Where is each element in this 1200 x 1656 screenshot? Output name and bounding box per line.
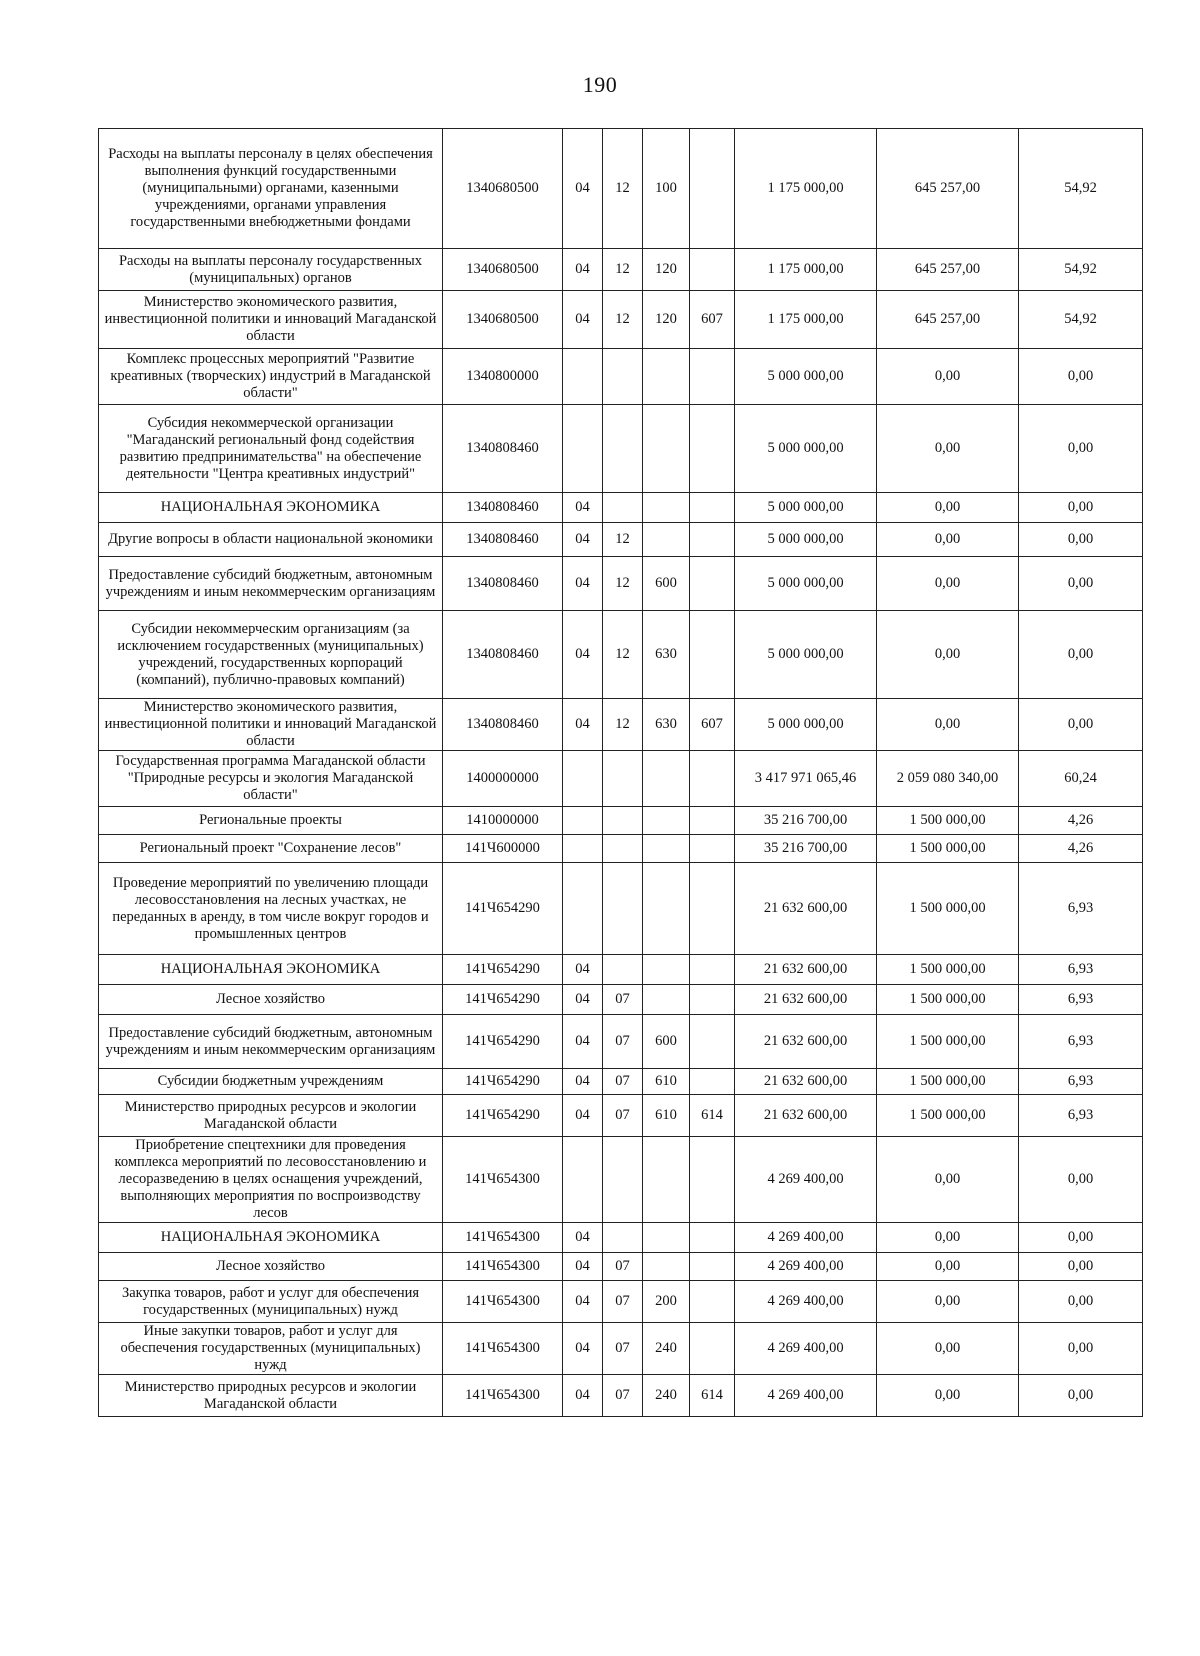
row-name: НАЦИОНАЛЬНАЯ ЭКОНОМИКА (99, 955, 443, 985)
row-name: Закупка товаров, работ и услуг для обеспечения государственных (муниципальных) нужд (99, 1281, 443, 1323)
row-target-code: 1410000000 (443, 807, 563, 835)
row-target-code: 141Ч654300 (443, 1281, 563, 1323)
row-administrator-code (690, 985, 735, 1015)
row-target-code: 141Ч654290 (443, 1015, 563, 1069)
row-subsection: 07 (603, 1323, 643, 1375)
row-plan-amount: 5 000 000,00 (735, 523, 877, 557)
row-percent: 6,93 (1019, 985, 1143, 1015)
table-row (99, 835, 1143, 863)
row-administrator-code (690, 557, 735, 611)
table-row (99, 1375, 1143, 1417)
row-section: 04 (563, 699, 603, 751)
row-percent: 0,00 (1019, 1223, 1143, 1253)
row-fact-amount: 0,00 (877, 699, 1019, 751)
row-expense-type (643, 1223, 690, 1253)
row-fact-amount: 0,00 (877, 493, 1019, 523)
row-expense-type: 120 (643, 249, 690, 291)
row-name: Иные закупки товаров, работ и услуг для обеспечения государственных (муниципальных) нужд (99, 1323, 443, 1375)
row-target-code: 141Ч654300 (443, 1223, 563, 1253)
row-plan-amount: 5 000 000,00 (735, 349, 877, 405)
row-subsection: 07 (603, 1069, 643, 1095)
row-target-code: 1340680500 (443, 129, 563, 249)
row-name: НАЦИОНАЛЬНАЯ ЭКОНОМИКА (99, 1223, 443, 1253)
row-fact-amount: 0,00 (877, 1137, 1019, 1223)
row-name: Расходы на выплаты персоналу в целях обеспечения выполнения функций государственными (муниципальными) органами, казенными учреждениями, органами управления государственными внебюджетными фондами (99, 129, 443, 249)
row-name: Другие вопросы в области национальной экономики (99, 523, 443, 557)
page-number: 190 (582, 72, 618, 97)
row-plan-amount: 4 269 400,00 (735, 1253, 877, 1281)
row-administrator-code: 614 (690, 1375, 735, 1417)
row-fact-amount: 0,00 (877, 1323, 1019, 1375)
row-plan-amount: 35 216 700,00 (735, 807, 877, 835)
row-name: Предоставление субсидий бюджетным, автономным учреждениям и иным некоммерческим организациям (99, 557, 443, 611)
row-subsection: 12 (603, 129, 643, 249)
row-administrator-code (690, 1223, 735, 1253)
row-subsection: 12 (603, 611, 643, 699)
row-name: Региональные проекты (99, 807, 443, 835)
row-subsection (603, 955, 643, 985)
row-section (563, 807, 603, 835)
row-fact-amount: 1 500 000,00 (877, 1015, 1019, 1069)
row-expense-type: 600 (643, 557, 690, 611)
row-subsection (603, 835, 643, 863)
row-percent: 6,93 (1019, 863, 1143, 955)
row-percent: 60,24 (1019, 751, 1143, 807)
row-percent: 6,93 (1019, 1069, 1143, 1095)
row-percent: 0,00 (1019, 1253, 1143, 1281)
row-name: Лесное хозяйство (99, 985, 443, 1015)
row-expense-type (643, 955, 690, 985)
row-target-code: 1340808460 (443, 523, 563, 557)
row-percent: 54,92 (1019, 291, 1143, 349)
row-section: 04 (563, 493, 603, 523)
row-percent: 0,00 (1019, 493, 1143, 523)
row-expense-type: 600 (643, 1015, 690, 1069)
table-row (99, 1095, 1143, 1137)
row-percent: 4,26 (1019, 835, 1143, 863)
row-plan-amount: 4 269 400,00 (735, 1281, 877, 1323)
row-plan-amount: 35 216 700,00 (735, 835, 877, 863)
table-row (99, 985, 1143, 1015)
row-plan-amount: 21 632 600,00 (735, 985, 877, 1015)
row-name: Предоставление субсидий бюджетным, автономным учреждениям и иным некоммерческим организациям (99, 1015, 443, 1069)
row-name: Субсидии бюджетным учреждениям (99, 1069, 443, 1095)
table-row (99, 1281, 1143, 1323)
row-percent: 54,92 (1019, 129, 1143, 249)
table-row (99, 807, 1143, 835)
row-plan-amount: 4 269 400,00 (735, 1137, 877, 1223)
row-target-code: 141Ч654290 (443, 985, 563, 1015)
row-administrator-code (690, 1281, 735, 1323)
row-subsection: 07 (603, 1375, 643, 1417)
row-expense-type (643, 863, 690, 955)
row-target-code: 141Ч654290 (443, 1069, 563, 1095)
table-row (99, 1069, 1143, 1095)
row-section: 04 (563, 1223, 603, 1253)
row-percent: 0,00 (1019, 699, 1143, 751)
row-section: 04 (563, 1069, 603, 1095)
row-target-code: 141Ч654300 (443, 1375, 563, 1417)
row-expense-type: 240 (643, 1375, 690, 1417)
row-target-code: 141Ч654300 (443, 1323, 563, 1375)
row-target-code: 1340680500 (443, 291, 563, 349)
row-fact-amount: 645 257,00 (877, 129, 1019, 249)
row-target-code: 1340808460 (443, 699, 563, 751)
table-row (99, 611, 1143, 699)
row-subsection: 12 (603, 249, 643, 291)
row-subsection: 12 (603, 523, 643, 557)
row-section: 04 (563, 1015, 603, 1069)
table-row (99, 699, 1143, 751)
row-expense-type: 120 (643, 291, 690, 349)
row-name: Министерство экономического развития, инвестиционной политики и инноваций Магаданской области (99, 291, 443, 349)
row-administrator-code (690, 1253, 735, 1281)
row-fact-amount: 0,00 (877, 405, 1019, 493)
row-plan-amount: 3 417 971 065,46 (735, 751, 877, 807)
row-fact-amount: 1 500 000,00 (877, 985, 1019, 1015)
table-row (99, 1223, 1143, 1253)
row-expense-type: 240 (643, 1323, 690, 1375)
row-plan-amount: 5 000 000,00 (735, 405, 877, 493)
table-row (99, 493, 1143, 523)
row-administrator-code (690, 523, 735, 557)
row-subsection: 12 (603, 557, 643, 611)
row-administrator-code: 607 (690, 291, 735, 349)
row-percent: 0,00 (1019, 1323, 1143, 1375)
row-fact-amount: 0,00 (877, 611, 1019, 699)
row-subsection (603, 1223, 643, 1253)
row-plan-amount: 5 000 000,00 (735, 611, 877, 699)
row-subsection (603, 807, 643, 835)
row-target-code: 141Ч654290 (443, 955, 563, 985)
row-fact-amount: 0,00 (877, 1281, 1019, 1323)
row-section: 04 (563, 129, 603, 249)
row-target-code: 141Ч600000 (443, 835, 563, 863)
table-row (99, 955, 1143, 985)
row-fact-amount: 1 500 000,00 (877, 835, 1019, 863)
row-target-code: 1340808460 (443, 557, 563, 611)
row-target-code: 141Ч654300 (443, 1253, 563, 1281)
row-administrator-code (690, 863, 735, 955)
row-percent: 0,00 (1019, 557, 1143, 611)
row-subsection: 07 (603, 1015, 643, 1069)
row-fact-amount: 0,00 (877, 349, 1019, 405)
row-percent: 0,00 (1019, 1281, 1143, 1323)
row-plan-amount: 1 175 000,00 (735, 129, 877, 249)
row-expense-type (643, 751, 690, 807)
row-name: Лесное хозяйство (99, 1253, 443, 1281)
row-target-code: 141Ч654290 (443, 1095, 563, 1137)
row-subsection (603, 349, 643, 405)
row-administrator-code (690, 405, 735, 493)
row-section: 04 (563, 557, 603, 611)
table-row (99, 523, 1143, 557)
row-administrator-code (690, 1069, 735, 1095)
row-plan-amount: 21 632 600,00 (735, 1095, 877, 1137)
table-row (99, 405, 1143, 493)
row-administrator-code (690, 1137, 735, 1223)
row-fact-amount: 0,00 (877, 1223, 1019, 1253)
table-row (99, 349, 1143, 405)
row-administrator-code (690, 807, 735, 835)
table-row (99, 249, 1143, 291)
row-plan-amount: 5 000 000,00 (735, 557, 877, 611)
row-administrator-code (690, 493, 735, 523)
row-administrator-code (690, 1015, 735, 1069)
row-plan-amount: 21 632 600,00 (735, 955, 877, 985)
row-section: 04 (563, 955, 603, 985)
row-expense-type (643, 1253, 690, 1281)
table-row (99, 1323, 1143, 1375)
row-target-code: 1340808460 (443, 493, 563, 523)
row-target-code: 1340808460 (443, 611, 563, 699)
row-subsection: 07 (603, 1281, 643, 1323)
table-row (99, 751, 1143, 807)
row-percent: 0,00 (1019, 1375, 1143, 1417)
row-subsection: 07 (603, 1095, 643, 1137)
row-percent: 0,00 (1019, 611, 1143, 699)
row-administrator-code (690, 955, 735, 985)
row-name: Министерство природных ресурсов и экологии Магаданской области (99, 1375, 443, 1417)
row-fact-amount: 0,00 (877, 557, 1019, 611)
table-row (99, 863, 1143, 955)
row-subsection: 12 (603, 291, 643, 349)
row-section: 04 (563, 249, 603, 291)
row-plan-amount: 4 269 400,00 (735, 1323, 877, 1375)
row-plan-amount: 5 000 000,00 (735, 699, 877, 751)
row-section: 04 (563, 291, 603, 349)
row-subsection (603, 493, 643, 523)
row-name: Приобретение спецтехники для проведения комплекса мероприятий по лесовосстановлению и лесоразведению в целях оснащения учреждений, выполняющих мероприятия по воспроизводству лесов (99, 1137, 443, 1223)
row-subsection (603, 751, 643, 807)
row-expense-type: 610 (643, 1069, 690, 1095)
table-row (99, 1253, 1143, 1281)
row-name: Субсидия некоммерческой организации "Магаданский региональный фонд содействия развитию предпринимательства" на обеспечение деятельности "Центра креативных индустрий" (99, 405, 443, 493)
row-expense-type: 200 (643, 1281, 690, 1323)
row-subsection: 07 (603, 985, 643, 1015)
row-name: Субсидии некоммерческим организациям (за исключением государственных (муниципальных) учреждений, государственных корпораций (компаний), публично-правовых компаний) (99, 611, 443, 699)
row-fact-amount: 1 500 000,00 (877, 1095, 1019, 1137)
row-administrator-code (690, 1323, 735, 1375)
row-expense-type (643, 523, 690, 557)
row-administrator-code (690, 611, 735, 699)
row-target-code: 141Ч654300 (443, 1137, 563, 1223)
budget-table (98, 128, 1143, 1417)
row-target-code: 1340808460 (443, 405, 563, 493)
row-section: 04 (563, 1375, 603, 1417)
row-plan-amount: 1 175 000,00 (735, 249, 877, 291)
row-expense-type (643, 835, 690, 863)
row-section (563, 751, 603, 807)
row-section (563, 1137, 603, 1223)
row-plan-amount: 1 175 000,00 (735, 291, 877, 349)
row-fact-amount: 645 257,00 (877, 249, 1019, 291)
row-name: Комплекс процессных мероприятий "Развитие креативных (творческих) индустрий в Магаданской области" (99, 349, 443, 405)
row-fact-amount: 0,00 (877, 1375, 1019, 1417)
row-expense-type (643, 807, 690, 835)
row-name: Министерство экономического развития, инвестиционной политики и инноваций Магаданской области (99, 699, 443, 751)
row-target-code: 1400000000 (443, 751, 563, 807)
row-expense-type: 610 (643, 1095, 690, 1137)
row-expense-type: 100 (643, 129, 690, 249)
row-plan-amount: 21 632 600,00 (735, 863, 877, 955)
row-section: 04 (563, 985, 603, 1015)
row-percent: 54,92 (1019, 249, 1143, 291)
row-target-code: 141Ч654290 (443, 863, 563, 955)
row-name: Министерство природных ресурсов и экологии Магаданской области (99, 1095, 443, 1137)
row-expense-type: 630 (643, 699, 690, 751)
row-percent: 6,93 (1019, 1015, 1143, 1069)
table-row (99, 1137, 1143, 1223)
row-administrator-code: 614 (690, 1095, 735, 1137)
row-expense-type (643, 985, 690, 1015)
row-plan-amount: 4 269 400,00 (735, 1223, 877, 1253)
row-section (563, 405, 603, 493)
row-target-code: 1340680500 (443, 249, 563, 291)
row-fact-amount: 1 500 000,00 (877, 807, 1019, 835)
row-target-code: 1340800000 (443, 349, 563, 405)
row-name: НАЦИОНАЛЬНАЯ ЭКОНОМИКА (99, 493, 443, 523)
row-name: Проведение мероприятий по увеличению площади лесовосстановления на лесных участках, не переданных в аренду, в том числе вокруг городов и промышленных центров (99, 863, 443, 955)
row-section: 04 (563, 1253, 603, 1281)
row-name: Региональный проект "Сохранение лесов" (99, 835, 443, 863)
row-expense-type: 630 (643, 611, 690, 699)
row-section: 04 (563, 611, 603, 699)
row-fact-amount: 1 500 000,00 (877, 955, 1019, 985)
row-fact-amount: 0,00 (877, 523, 1019, 557)
row-percent: 6,93 (1019, 955, 1143, 985)
row-subsection: 12 (603, 699, 643, 751)
row-name: Расходы на выплаты персоналу государственных (муниципальных) органов (99, 249, 443, 291)
row-plan-amount: 21 632 600,00 (735, 1069, 877, 1095)
row-percent: 4,26 (1019, 807, 1143, 835)
row-fact-amount: 1 500 000,00 (877, 863, 1019, 955)
row-percent: 0,00 (1019, 1137, 1143, 1223)
row-administrator-code (690, 751, 735, 807)
row-subsection (603, 1137, 643, 1223)
row-section: 04 (563, 1095, 603, 1137)
table-row (99, 291, 1143, 349)
row-fact-amount: 1 500 000,00 (877, 1069, 1019, 1095)
table-row (99, 129, 1143, 249)
row-expense-type (643, 493, 690, 523)
row-administrator-code (690, 349, 735, 405)
row-expense-type (643, 349, 690, 405)
row-subsection (603, 863, 643, 955)
table-row (99, 557, 1143, 611)
row-section: 04 (563, 1281, 603, 1323)
row-percent: 6,93 (1019, 1095, 1143, 1137)
row-section: 04 (563, 523, 603, 557)
row-subsection: 07 (603, 1253, 643, 1281)
row-percent: 0,00 (1019, 523, 1143, 557)
row-plan-amount: 5 000 000,00 (735, 493, 877, 523)
row-expense-type (643, 1137, 690, 1223)
row-section: 04 (563, 1323, 603, 1375)
row-fact-amount: 0,00 (877, 1253, 1019, 1281)
row-plan-amount: 4 269 400,00 (735, 1375, 877, 1417)
row-plan-amount: 21 632 600,00 (735, 1015, 877, 1069)
row-administrator-code (690, 249, 735, 291)
row-section (563, 863, 603, 955)
row-section (563, 835, 603, 863)
row-administrator-code: 607 (690, 699, 735, 751)
row-subsection (603, 405, 643, 493)
row-percent: 0,00 (1019, 405, 1143, 493)
row-fact-amount: 645 257,00 (877, 291, 1019, 349)
row-percent: 0,00 (1019, 349, 1143, 405)
row-administrator-code (690, 129, 735, 249)
table-row (99, 1015, 1143, 1069)
row-section (563, 349, 603, 405)
row-expense-type (643, 405, 690, 493)
row-administrator-code (690, 835, 735, 863)
row-name: Государственная программа Магаданской области "Природные ресурсы и экология Магаданской области" (99, 751, 443, 807)
row-fact-amount: 2 059 080 340,00 (877, 751, 1019, 807)
